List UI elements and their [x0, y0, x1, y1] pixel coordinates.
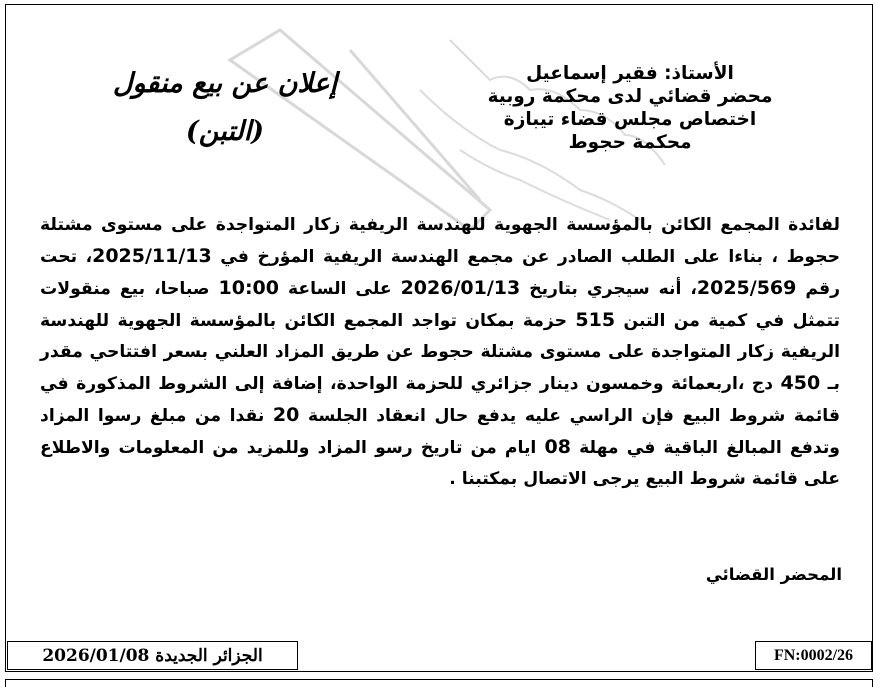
bailiff-header — [430, 62, 830, 154]
deposit-percent: 20 — [272, 404, 300, 426]
announcement-title-line2: (التبن) — [185, 116, 265, 147]
body-text-segment: لفائدة المجمع الكائن بالمؤسسة الجهوية للهندسة الريفية زكار المتواجدة على مستوى مشتلة حجوط ، بناءا على الطلب الصادر عن مجمع الهندسة الريفية المؤرخ في — [40, 215, 840, 267]
reference-number: 2025/569 — [696, 277, 797, 299]
body-text-segment: نقدا من مبلغ رسوا المزاد وتدفع المبالغ الباقية في مهلة — [40, 406, 840, 458]
opening-price: 450 — [780, 372, 821, 394]
file-number-box — [755, 641, 872, 670]
bale-count: 515 — [575, 309, 616, 331]
body-text-segment: ، أنه سيجري بتاريخ — [520, 279, 697, 299]
body-text-segment: على الساعة — [279, 279, 401, 299]
bailiff-name: الأستاذ: فقير إسماعيل — [526, 63, 734, 84]
announcement-body — [40, 210, 840, 495]
body-text-segment: ايام من تاريخ رسو المزاد وللمزيد من المعلومات والاطلاع على قائمة شروط البيع يرجى الاتصال بمكتبنا . — [40, 438, 840, 489]
newspaper-date: الجزائر الجديدة 2026/01/08 — [42, 645, 263, 666]
request-date: 2025/11/13 — [92, 245, 212, 267]
bailiff-court: محكمة حجوط — [568, 132, 692, 153]
body-text-segment: صباحا، بيع منقولات تتمثل في كمية من التبن — [40, 279, 841, 331]
deadline-days: 08 — [544, 436, 571, 458]
body-text-segment: دج ،اربعمائة وخمسون دينار جزائري للحزمة الواحدة، إضافة إلى الشروط المذكورة في قائمة شروط البيع فإن الراسي عليه يدفع حال انعقاد الجلسة — [40, 374, 840, 426]
announcement-title-line1: إعلان عن بيع منقول — [112, 68, 338, 99]
bailiff-jurisdiction: اختصاص مجلس قضاء تيبازة — [503, 109, 757, 130]
file-number: FN:0002/26 — [773, 646, 854, 664]
body-text-segment: ، تحت رقم — [40, 247, 840, 299]
sale-time: 10:00 — [218, 277, 279, 299]
announcement-title — [60, 60, 390, 156]
body-text-segment: حزمة بمكان تواجد المجمع الكائن بالمؤسسة الجهوية للهندسة الريفية زكار المتواجدة على مستوى مشتلة حجوط عن طريق المزاد العلني بسعر افتتاحي مقدر بـ — [40, 311, 841, 394]
bailiff-role: محضر قضائي لدى محكمة روبية — [487, 86, 773, 107]
bottom-rule — [5, 679, 873, 687]
sale-date: 2026/01/13 — [400, 277, 521, 299]
newspaper-date-box — [7, 641, 298, 670]
signature-label: المحضر القضائي — [705, 565, 842, 584]
